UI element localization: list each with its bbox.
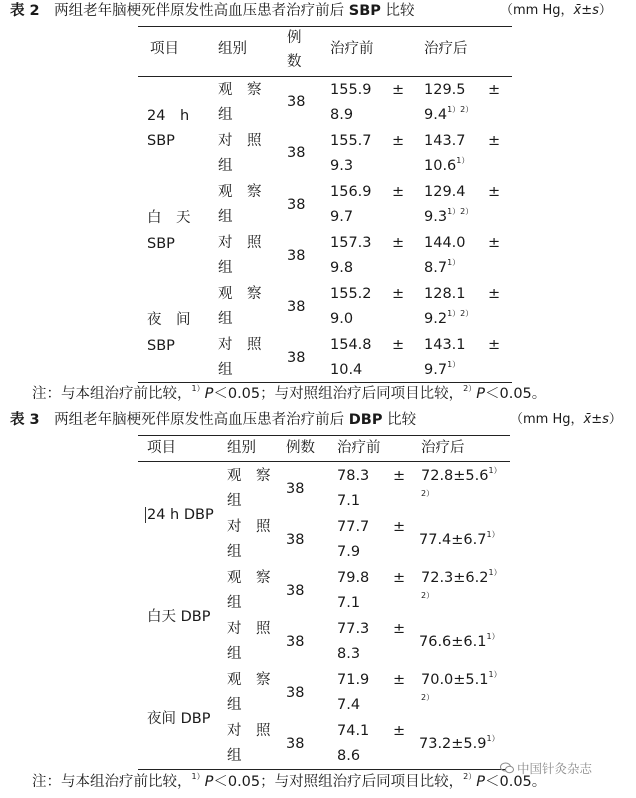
table3-s2-r2-after: 76.6±6.1$^{1)}$ [419, 632, 500, 650]
table3-s3-r2-before-pm: ± [393, 723, 406, 739]
watermark [500, 760, 592, 778]
table3-s3-r1-before-mean: 71.9 [337, 672, 370, 688]
table2-s3-r1-after-sd: 9.2$^{1)2)}$ [424, 309, 474, 327]
table2-s2-r2-group-end: 组 [218, 260, 233, 276]
table3-s1-r1-before-mean: 78.3 [337, 468, 370, 484]
table2-header-after: 治疗后 [424, 41, 468, 57]
table2-s1-r2-after-mean: 143.7 [424, 133, 466, 149]
table3-s3-r1-after: 70.0±5.1$^{1)}$ [421, 670, 502, 688]
table3-s1-r2-before-mean: 77.7 [337, 519, 370, 535]
table3-s3-r2-after: 73.2±5.9$^{1)}$ [419, 734, 500, 752]
table2-s3-r2-before-pm: ± [392, 337, 405, 353]
table2-s1-r2-before-sd: 9.3 [330, 158, 354, 174]
table2-top-rule [138, 26, 512, 27]
table2-s2-r1-after-mean: 129.4 [424, 184, 466, 200]
table3-s1-r2-group-end: 组 [227, 544, 242, 560]
table2-s3-r1-group-end: 组 [218, 311, 233, 327]
table3-s2-r2-group: 对 照 [227, 621, 271, 637]
table2-s2-r2-group: 对 照 [218, 235, 262, 251]
table3-unit: （mm Hg，x̄±s） [510, 412, 622, 427]
table2-s3-r2-before-sd: 10.4 [330, 362, 363, 378]
table3-s3-r1-group-end: 组 [227, 697, 242, 713]
table2-s1-r1-group-end: 组 [218, 107, 233, 123]
table2-header-before: 治疗前 [330, 41, 374, 57]
table2-unit-stat: x̄±s [573, 3, 599, 18]
table2-s2-label-unit: SBP [147, 236, 175, 252]
table2-s3-r1-after-pm: ± [488, 286, 501, 302]
table2-s2-r1-before-sd: 9.7 [330, 209, 354, 225]
table2-s3-label-unit: SBP [147, 338, 175, 354]
table3-top-rule [138, 435, 510, 436]
table2-s1-r1-before-pm: ± [392, 82, 405, 98]
table2-s1-r1-n: 38 [287, 94, 306, 110]
table3-s3-r2-before-mean: 74.1 [337, 723, 370, 739]
table3-s1-label: 24 h DBP [147, 507, 214, 523]
table3-s2-r1-before-sd: 7.1 [337, 595, 361, 611]
table2-s2-r2-after-sd: 8.7$^{1)}$ [424, 258, 461, 276]
table3-s2-r2-n: 38 [286, 634, 305, 650]
table2-title-measure: SBP [348, 3, 381, 19]
table3-s1-r2-group: 对 照 [227, 519, 271, 535]
text-cursor [145, 507, 146, 523]
table3-s3-r2-before-sd: 8.6 [337, 748, 361, 764]
table3-s1-r1-after-sup: 2） [421, 489, 435, 498]
table2-s1-r1-after-sd: 9.4$^{1)2)}$ [424, 105, 474, 123]
table2-s3-r1-n: 38 [287, 299, 306, 315]
table3-s1-r2-before-sd: 7.9 [337, 544, 361, 560]
table3-s2-r2-before-pm: ± [393, 621, 406, 637]
table2-s3-r2-n: 38 [287, 350, 306, 366]
table3-s1-r1-n: 38 [286, 481, 305, 497]
table2-s1-r2-after-sd: 10.6$^{1)}$ [424, 156, 470, 174]
table2-s2-r2-after-pm: ± [488, 235, 501, 251]
table2-s1-r1-before-mean: 155.9 [330, 82, 372, 98]
table2-s1-label: 24 h [147, 108, 190, 124]
table3-s3-r1-n: 38 [286, 685, 305, 701]
table3-s3-r2-n: 38 [286, 736, 305, 752]
table2-s1-label-unit: SBP [147, 133, 175, 149]
table2-s2-r2-before-mean: 157.3 [330, 235, 372, 251]
table2-s1-r2-before-pm: ± [392, 133, 405, 149]
table2-s1-r2-n: 38 [287, 145, 306, 161]
table2-s2-r2-before-sd: 9.8 [330, 260, 354, 276]
watermark-text: 中国针灸杂志 [517, 761, 593, 776]
table2-s1-r1-after-pm: ± [488, 82, 501, 98]
table2-s2-r1-n: 38 [287, 197, 306, 213]
table2-s3-r1-after-mean: 128.1 [424, 286, 466, 302]
table2-s2-r1-before-pm: ± [392, 184, 405, 200]
table3-s2-r1-before-pm: ± [393, 570, 406, 586]
table2-title: 两组老年脑梗死伴原发性高血压患者治疗前后 [54, 3, 349, 19]
table3-unit-stat: x̄±s [583, 412, 609, 427]
table3-s2-r1-n: 38 [286, 583, 305, 599]
table3-header-item: 项目 [147, 440, 176, 456]
table3-s2-r2-before-mean: 77.3 [337, 621, 370, 637]
table3-note: 注：与本组治疗前比较，$^{1)}$P＜0.05；与对照组治疗后同项目比较，$^{2)}$P＜0.05。 [32, 772, 547, 790]
table3-s2-label: 白天 DBP [147, 609, 211, 625]
table3-s2-r1-group-end: 组 [227, 595, 242, 611]
wechat-icon [500, 762, 514, 774]
table2-s3-r2-after-pm: ± [488, 337, 501, 353]
table2-header-n-bottom: 数 [287, 54, 302, 70]
table2-s1-r1-before-sd: 8.9 [330, 107, 354, 123]
table3-s1-r2-after: 77.4±6.7$^{1)}$ [419, 530, 500, 548]
table3-header-after: 治疗后 [421, 440, 465, 456]
table2-number: 表 2 [10, 3, 40, 19]
table2-s1-r2-after-pm: ± [488, 133, 501, 149]
table3-title-suffix: 比较 [382, 412, 417, 428]
table2-s2-r1-group-end: 组 [218, 209, 233, 225]
table2-s3-r2-after-sd: 9.7$^{1)}$ [424, 360, 461, 378]
table2-s3-r1-before-mean: 155.2 [330, 286, 372, 302]
table3-s1-r1-after: 72.8±5.6$^{1)}$ [421, 466, 502, 484]
table2-s3-r1-before-pm: ± [392, 286, 405, 302]
table2-s2-r1-before-mean: 156.9 [330, 184, 372, 200]
table3-s1-r1-before-pm: ± [393, 468, 406, 484]
table3-s2-r1-after: 72.3±6.2$^{1)}$ [421, 568, 502, 586]
table2-header-rule [138, 76, 512, 77]
table2-s2-r1-group: 观 察 [218, 184, 262, 200]
table2-s3-r2-group-end: 组 [218, 362, 233, 378]
table2-s2-r2-after-mean: 144.0 [424, 235, 466, 251]
table2-s2-label: 白 天 [147, 210, 191, 226]
table3-s3-r1-group: 观 察 [227, 672, 271, 688]
table2-unit: （mm Hg，x̄±s） [500, 3, 612, 18]
table2-s1-r1-group: 观 察 [218, 82, 262, 98]
table2-header-n-top: 例 [287, 30, 302, 46]
table3-bottom-rule [138, 769, 510, 770]
table2-s3-r1-group: 观 察 [218, 286, 262, 302]
table3-header-group: 组别 [227, 440, 256, 456]
table2-s2-r1-after-pm: ± [488, 184, 501, 200]
table3-s2-r2-before-sd: 8.3 [337, 646, 361, 662]
table3-title-measure: DBP [348, 412, 383, 428]
table3-s2-r1-group: 观 察 [227, 570, 271, 586]
table2-bottom-rule [138, 382, 512, 383]
table3-s3-r1-before-pm: ± [393, 672, 406, 688]
table3-s1-r2-n: 38 [286, 532, 305, 548]
table3-caption [10, 411, 416, 429]
table3-s2-r2-group-end: 组 [227, 646, 242, 662]
table3-s1-r2-before-pm: ± [393, 519, 406, 535]
table3-header-before: 治疗前 [337, 440, 381, 456]
table3-header-n: 例数 [286, 440, 315, 456]
table3-s3-r2-group: 对 照 [227, 723, 271, 739]
table3-s3-r1-before-sd: 7.4 [337, 697, 361, 713]
table2-s1-r2-group: 对 照 [218, 133, 262, 149]
table2-header-item: 项目 [150, 41, 179, 57]
table2-s1-r1-after-mean: 129.5 [424, 82, 466, 98]
table2-s3-r1-before-sd: 9.0 [330, 311, 354, 327]
table3-s3-label: 夜间 DBP [147, 711, 211, 727]
table2-s1-r2-before-mean: 155.7 [330, 133, 372, 149]
table3-s1-r1-group: 观 察 [227, 468, 271, 484]
table2-caption [10, 2, 414, 20]
table2-s2-r1-after-sd: 9.3$^{1)2)}$ [424, 207, 474, 225]
table2-s2-r2-n: 38 [287, 248, 306, 264]
table2-header-group: 组别 [218, 41, 247, 57]
table2-s3-r2-group: 对 照 [218, 337, 262, 353]
table2-s1-r2-group-end: 组 [218, 158, 233, 174]
table3-header-rule [138, 461, 510, 462]
table2-s3-r2-before-mean: 154.8 [330, 337, 372, 353]
table3-s2-r1-after-sup: 2） [421, 591, 435, 600]
table3-s3-r2-group-end: 组 [227, 748, 242, 764]
table2-s3-label: 夜 间 [147, 312, 191, 328]
table3-title: 两组老年脑梗死伴原发性高血压患者治疗前后 [54, 412, 349, 428]
table2-note: 注：与本组治疗前比较，$^{1)}$P＜0.05；与对照组治疗后同项目比较，$^{2)}$P＜0.05。 [32, 384, 547, 402]
table3-s1-r1-group-end: 组 [227, 493, 242, 509]
table3-s1-r1-before-sd: 7.1 [337, 493, 361, 509]
table2-s3-r2-after-mean: 143.1 [424, 337, 466, 353]
table2-s2-r2-before-pm: ± [392, 235, 405, 251]
table3-s3-r1-after-sup: 2） [421, 693, 435, 702]
table3-s2-r1-before-mean: 79.8 [337, 570, 370, 586]
table3-number: 表 3 [10, 412, 40, 428]
table2-title-suffix: 比较 [380, 3, 415, 19]
